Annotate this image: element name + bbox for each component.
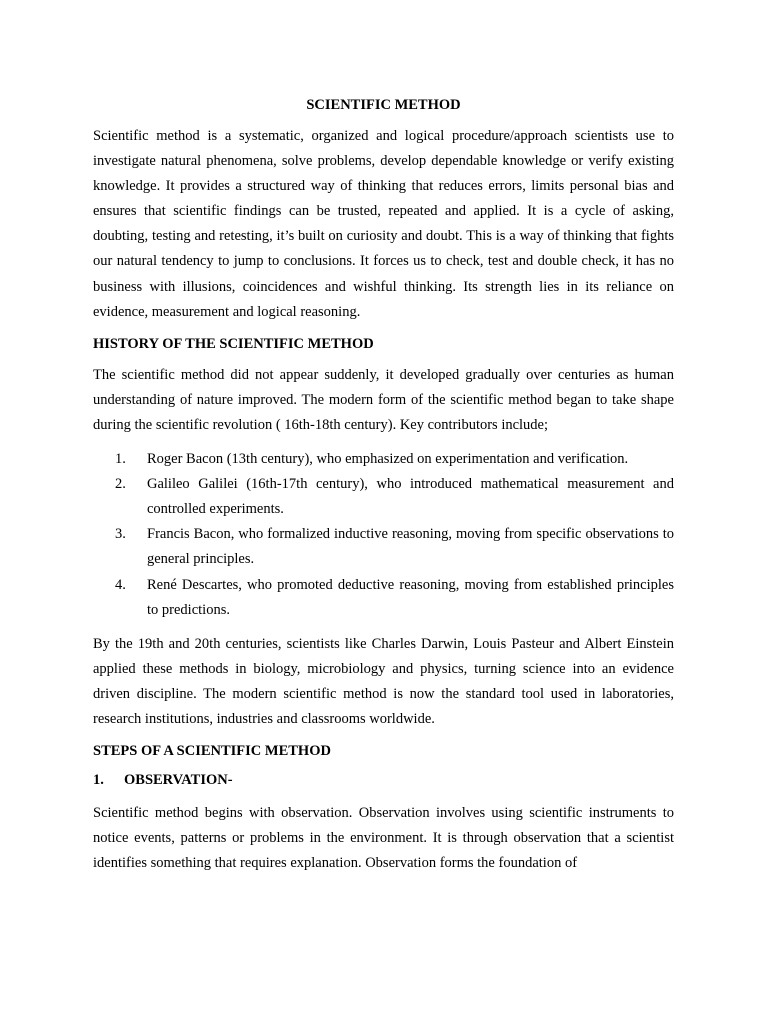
- contributors-list: [93, 447, 674, 623]
- step-1-heading: [93, 770, 674, 790]
- list-item: [93, 573, 674, 623]
- list-item: [93, 472, 674, 522]
- list-item-number: 1.: [115, 451, 126, 468]
- steps-heading: STEPS OF A SCIENTIFIC METHOD: [93, 743, 331, 760]
- list-item-text: René Descartes, who promoted deductive reasoning, moving from established principles to predictions.: [147, 576, 674, 618]
- list-item-number: 2.: [115, 476, 126, 493]
- document-title: SCIENTIFIC METHOD: [306, 97, 461, 113]
- list-item-text: Roger Bacon (13th century), who emphasized on experimentation and verification.: [147, 451, 629, 468]
- intro-paragraph: Scientific method is a systematic, organized and logical procedure/approach scientists use to investigate natural phenomena, solve problems, develop dependable knowledge or verify existing knowledge. It provides a structured way of thinking that reduces errors, limits personal bias and ensures that scientific findings can be trusted, repeated and applied. It is a cycle of asking, doubting, testing and retesting, it’s built on curiosity and doubt. This is a way of thinking that fights our natural tendency to jump to conclusions. It forces us to check, test and double check, it has no business with illusions, coincidences and wishful thinking. Its strength lies in its reliance on evidence, measurement and logical reasoning.: [93, 128, 674, 320]
- step-1-title: OBSERVATION-: [124, 772, 233, 789]
- list-item-number: 3.: [115, 526, 126, 543]
- list-item-text: Galileo Galilei (16th-17th century), who introduced mathematical measurement and controlled experiments.: [147, 476, 674, 518]
- list-item-text: Francis Bacon, who formalized inductive reasoning, moving from specific observations to general principles.: [147, 526, 674, 568]
- list-item: [93, 447, 674, 472]
- document-page: [93, 95, 674, 885]
- list-item-number: 4.: [115, 576, 126, 593]
- list-item: [93, 522, 674, 572]
- history-paragraph-2: By the 19th and 20th centuries, scientists like Charles Darwin, Louis Pasteur and Albert Einstein applied these methods in biology, microbiology and physics, turning science into an evidence driven discipline. The modern scientific method is now the standard tool used in laboratories, research institutions, industries and classrooms worldwide.: [93, 635, 674, 727]
- step-1-paragraph: Scientific method begins with observation. Observation involves using scientific instruments to notice events, patterns or problems in the environment. It is through observation that a scientist identifies something that requires explanation. Observation forms the foundation of: [93, 805, 674, 872]
- history-heading: HISTORY OF THE SCIENTIFIC METHOD: [93, 335, 374, 352]
- step-1-number: 1.: [93, 772, 104, 789]
- history-paragraph-1: The scientific method did not appear suddenly, it developed gradually over centuries as human understanding of nature improved. The modern form of the scientific method began to take shape during the scientific revolution ( 16th-18th century). Key contributors include;: [93, 366, 674, 433]
